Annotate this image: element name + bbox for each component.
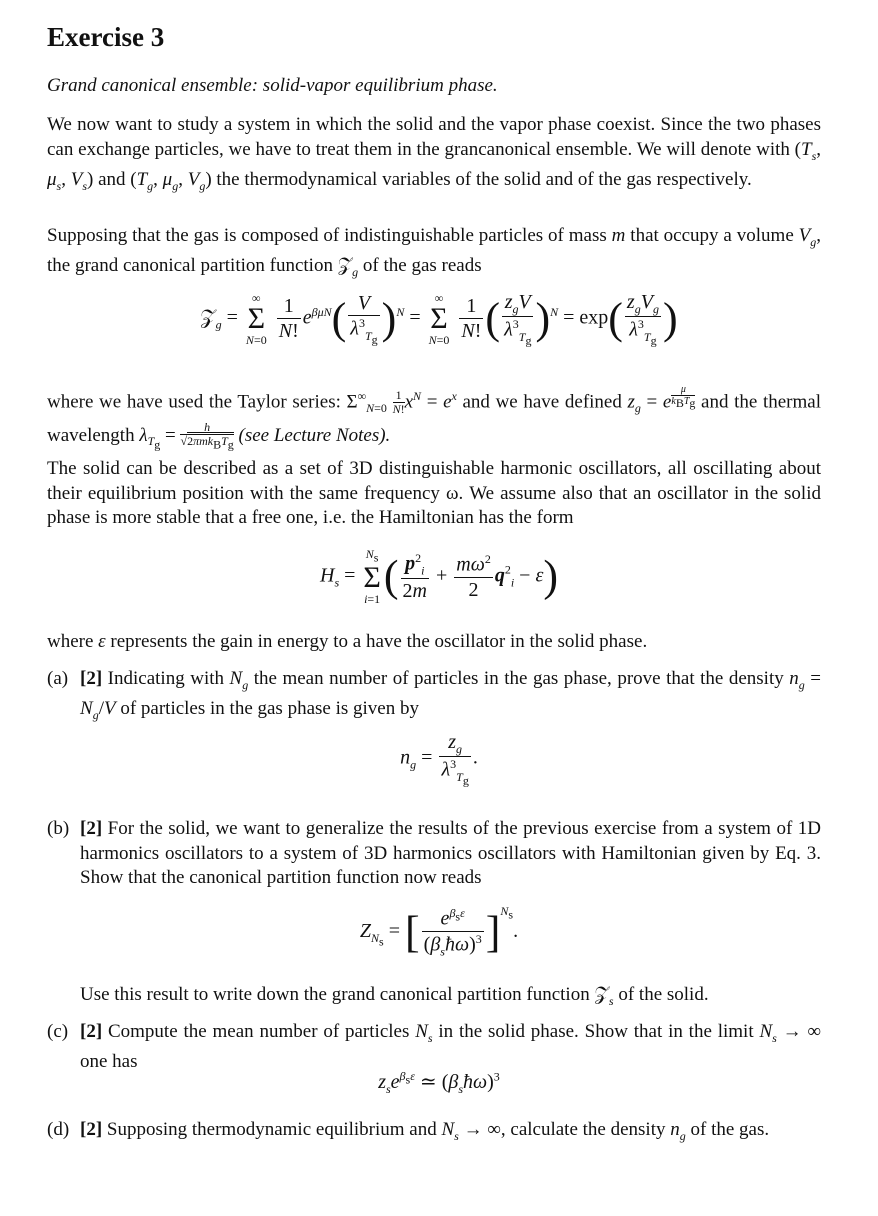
taylor-paragraph: where we have used the Taylor series: $\Sigma^\infty_{N=0}$ $\frac{1}{N!}$ $x^N = e^x$ and we have defined $z_g = e$ $^{\mu k_BT_g}$ and the thermal wavelength $\lambda_{T_g}$ = h $√2\pi mk_BT_g$ (see Lecture Notes). (47, 384, 822, 452)
exercise-subtitle: Grand canonical ensemble: solid-vapor equilibrium phase. (47, 75, 498, 96)
equation-solid-hamiltonian: $H_s$ = $N_s$ Σ i=1 ( $\frac{p^2_i}{2m}$ + $\frac{m\omega^2}{2}$ $q^2_i - \varepsilon$) (319, 547, 558, 607)
exercise-title: Exercise 3 (47, 22, 165, 52)
question-c-label: (c) (47, 1021, 69, 1042)
question-c: (c) [2] Compute the mean number of particles $N_s$ in the solid phase. Show that in the limit $N_s$ → ∞ one has (47, 1021, 821, 1073)
epsilon-paragraph: where ε represents the gain in energy to a have the oscillator in the solid phase. (47, 631, 648, 652)
question-b-points: [2] (80, 818, 103, 839)
equation-gas-partition-function: 𝒵$_g$ = ∞ Σ N=0 $\frac{1}{N!}$ $e^{\beta\mu N}$( $\frac{V}{\lambda^3_{T_g}}$ )$^N$ = ∞ Σ N=0 $\frac{1}{N!}$ ( $\frac{z_gV}{\lambda^3_{T_g}}$ )$^N$ = exp( $\frac{z_gV_g}{\lambda^3_{T_g}}$ ) (200, 290, 678, 348)
question-a: (a) [2] Indicating with $N_g$ the mean number of particles in the gas phase, prove that the density $n_g = N_g/V$ of particles in the gas phase is given by (47, 668, 822, 723)
question-d-points: [2] (80, 1119, 103, 1140)
question-b-followup: Use this result to write down the grand canonical partition function 𝒵$_s$ of the solid. (80, 984, 709, 1008)
solid-paragraph: The solid can be described as a set of 3D distinguishable harmonic oscillators, all oscillating about their equilibrium position with the same frequency ω. We assume also that an oscillator in the solid phase is more stable that a free one, i.e. the Hamiltonian has the form (47, 458, 821, 528)
equation-gas-density: $n_g$ = $\frac{z_g}{\lambda^3_{T_g}}$ . (400, 731, 478, 788)
question-d-label: (d) (47, 1119, 70, 1140)
question-c-points: [2] (80, 1021, 103, 1042)
question-b: (b) [2] For the solid, we want to generalize the results of the previous exercise from a system of 1D harmonics oscillators to a system of 3D harmonics oscillators with Hamiltonian given by Eq. 3. Show that the canonical partition function now reads (47, 818, 821, 888)
gas-paragraph: Supposing that the gas is composed of indistinguishable particles of mass m that occupy a volume $V_g$, the grand canonical partition function 𝒵$_g$ of the gas reads (47, 225, 821, 280)
question-a-points: [2] (80, 668, 103, 689)
equation-solid-limit: $z_se^{\beta_s\varepsilon}$ ≃ $(\beta_sħ\omega)^3$ (378, 1069, 500, 1096)
intro-paragraph: We now want to study a system in which the solid and the vapor phase coexist. Since the two phases can exchange particles, we have to treat them in the grancanonical ensemble. We will denote with ($T_s$, $\mu_s$, $V_s$) and ($T_g$, $\mu_g$, $V_g$) the thermodynamical variables of the solid and of the gas respectively. (47, 114, 821, 193)
question-a-label: (a) (47, 668, 69, 689)
question-b-label: (b) (47, 818, 70, 839)
equation-canonical-partition-solid: $Z_{N_s}$ = [ $\frac{e^{\beta_s\varepsilon}}{(\beta_sħ\omega)^3}$ ]$^{N_s}$. (359, 904, 519, 959)
question-d: (d) [2] Supposing thermodynamic equilibrium and $N_s$ → ∞, calculate the density $n_g$ of the gas. (47, 1119, 770, 1143)
